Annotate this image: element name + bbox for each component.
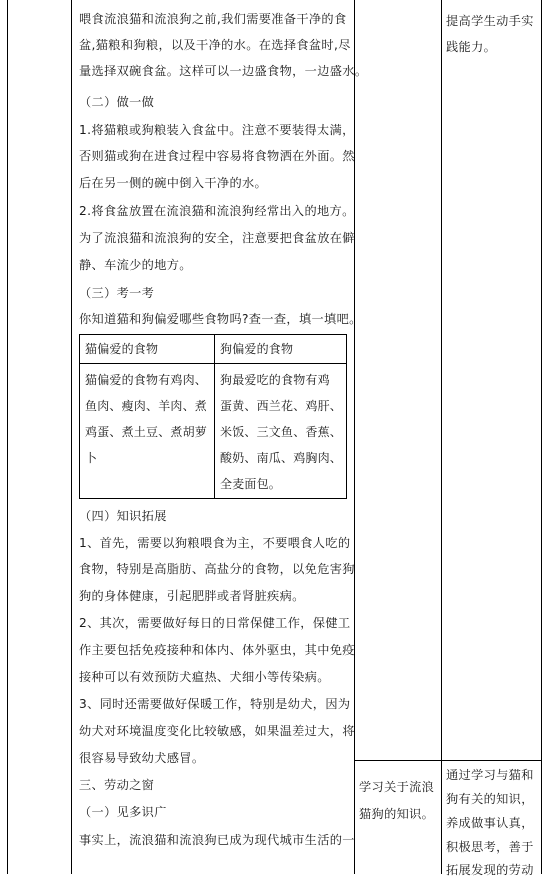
table-border-left [7, 0, 8, 874]
intro-line: 盆,猫粮和狗粮，以及干净的水。在选择食盆时,尽 [79, 38, 351, 52]
table-border-right [541, 0, 542, 874]
objective-text: 践能力。 [446, 40, 497, 54]
objective-text: 通过学习与猫和 [446, 768, 534, 782]
objective-text: 积极思考，善于 [446, 840, 534, 854]
paragraph-line: 食物，特别是高脂肪、高盐分的食物，以免危害狗 [79, 562, 355, 576]
table-cell-cat: 卜 [85, 451, 98, 465]
paragraph-line: 幼犬对环境温度变化比较敏感，如果温差过大，将 [79, 724, 355, 738]
table-cell-dog: 米饭、三文鱼、香蕉、 [220, 425, 343, 439]
table-cell-cat: 鱼肉、瘦肉、羊肉、煮 [85, 399, 208, 413]
paragraph-line: 后在另一侧的碗中倒入干净的水。 [79, 176, 268, 190]
table-cell-dog: 酸奶、南瓜、鸡胸肉、 [220, 451, 343, 465]
paragraph-line: 狗的身体健康，引起肥胖或者肾脏疾病。 [79, 589, 305, 603]
table-header-dog: 狗偏爱的食物 [220, 342, 294, 356]
paragraph-line: 3、同时还需要做好保暖工作，特别是幼犬，因为 [79, 697, 351, 711]
table-row-divider [354, 760, 542, 761]
table-header-cat: 猫偏爱的食物 [85, 342, 159, 356]
section-heading: （三）考一考 [79, 286, 155, 300]
activity-note: 猫狗的知识。 [359, 807, 435, 821]
section-heading: （二）做一做 [79, 95, 155, 109]
paragraph-line: 否则猫或狗在进食过程中容易将食物洒在外面。然 [79, 149, 355, 163]
activity-note: 学习关于流浪 [359, 780, 435, 794]
table-cell-dog: 蛋黄、西兰花、鸡肝、 [220, 399, 343, 413]
paragraph-line: 1.将猫粮或狗粮装入食盆中。注意不要装得太满， [79, 123, 355, 137]
section-heading: （四）知识拓展 [79, 509, 167, 523]
paragraph-line: 1、首先，需要以狗粮喂食为主，不要喂食人吃的 [79, 536, 351, 550]
table-divider-right [441, 0, 442, 874]
intro-line: 喂食流浪猫和流浪狗之前,我们需要准备干净的食 [79, 12, 347, 26]
paragraph-line: 接种可以有效预防犬瘟热、犬细小等传染病。 [79, 670, 330, 684]
paragraph-line: 2、其次，需要做好每日的日常保健工作，保健工 [79, 616, 351, 630]
objective-text: 狗有关的知识， [446, 792, 534, 806]
paragraph-line: 你知道猫和狗偏爱哪些食物吗?查一查，填一填吧。 [79, 312, 362, 326]
table-cell-dog: 全麦面包。 [220, 477, 282, 491]
table-column-divider [214, 335, 215, 498]
paragraph-line: 作主要包括免疫接种和体内、体外驱虫，其中免疫 [79, 643, 355, 657]
intro-line: 量选择双碗食盆。这样可以一边盛食物，一边盛水。 [79, 64, 368, 78]
table-cell-cat: 鸡蛋、煮土豆、煮胡萝 [85, 425, 208, 439]
table-cell-dog: 狗最爱吃的食物有鸡 [220, 373, 330, 387]
table-header-divider [80, 363, 346, 364]
paragraph-line: 为了流浪猫和流浪狗的安全，注意要把食盆放在僻 [79, 231, 355, 245]
paragraph-line: 2.将食盆放置在流浪猫和流浪狗经常出入的地方。 [79, 204, 355, 218]
table-divider-main [71, 0, 72, 874]
objective-text: 拓展发现的劳动 [446, 863, 534, 877]
paragraph-line: 静、车流少的地方。 [79, 258, 192, 272]
objective-text: 提高学生动手实 [446, 14, 534, 28]
objective-text: 养成做事认真， [446, 816, 534, 830]
table-cell-cat: 猫偏爱的食物有鸡肉、 [85, 373, 208, 387]
sub-heading: （一）见多识广 [79, 805, 167, 819]
paragraph-line: 很容易导致幼犬感冒。 [79, 751, 205, 765]
paragraph-line: 事实上，流浪猫和流浪狗已成为现代城市生活的一 [79, 833, 355, 847]
food-preference-table [79, 334, 347, 499]
part-heading: 三、劳动之窗 [79, 778, 155, 792]
